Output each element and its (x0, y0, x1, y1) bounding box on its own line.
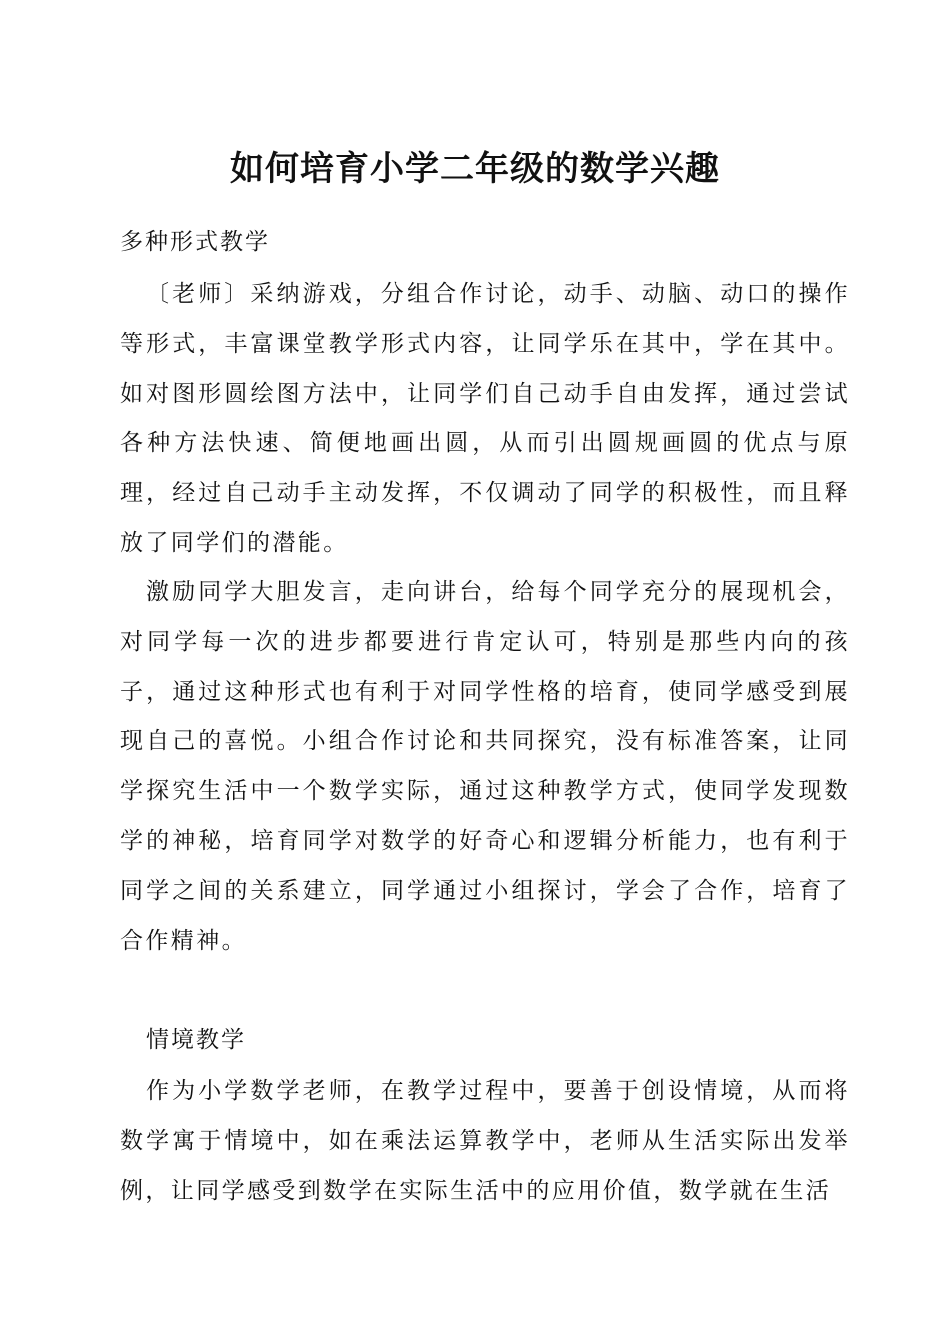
document-title: 如何培育小学二年级的数学兴趣 (230, 149, 720, 189)
section-heading-situational-teaching: 情境教学 (146, 1027, 246, 1053)
paragraph-teaching-forms: 〔老师〕采纳游戏，分组合作讨论，动手、动脑、动口的操作等形式，丰富课堂教学形式内容，让同学乐在其中，学在其中。如对图形圆绘图方法中，让同学们自己动手自由发挥，通过尝试各种方法快速、简便地画出圆，从而引出圆规画圆的优点与原理，经过自己动手主动发挥，不仅调动了同学的积极性，而且释放了同学们的潜能。 (120, 281, 850, 556)
paragraph-situational-teaching: 作为小学数学老师，在教学过程中，要善于创设情境，从而将数学寓于情境中，如在乘法运算教学中，老师从生活实际出发举例，让同学感受到数学在实际生活中的应用价值，数学就在生活 (120, 1078, 850, 1204)
section-heading-multiform-teaching: 多种形式教学 (120, 229, 270, 255)
paragraph-encourage-students: 激励同学大胆发言，走向讲台，给每个同学充分的展现机会，对同学每一次的进步都要进行肯定认可，特别是那些内向的孩子，通过这种形式也有利于对同学性格的培育，使同学感受到展现自己的喜悦。小组合作讨论和共同探究，没有标准答案，让同学探究生活中一个数学实际，通过这种教学方式，使同学发现数学的神秘，培育同学对数学的好奇心和逻辑分析能力，也有利于同学之间的关系建立，同学通过小组探讨，学会了合作，培育了合作精神。 (120, 579, 850, 954)
